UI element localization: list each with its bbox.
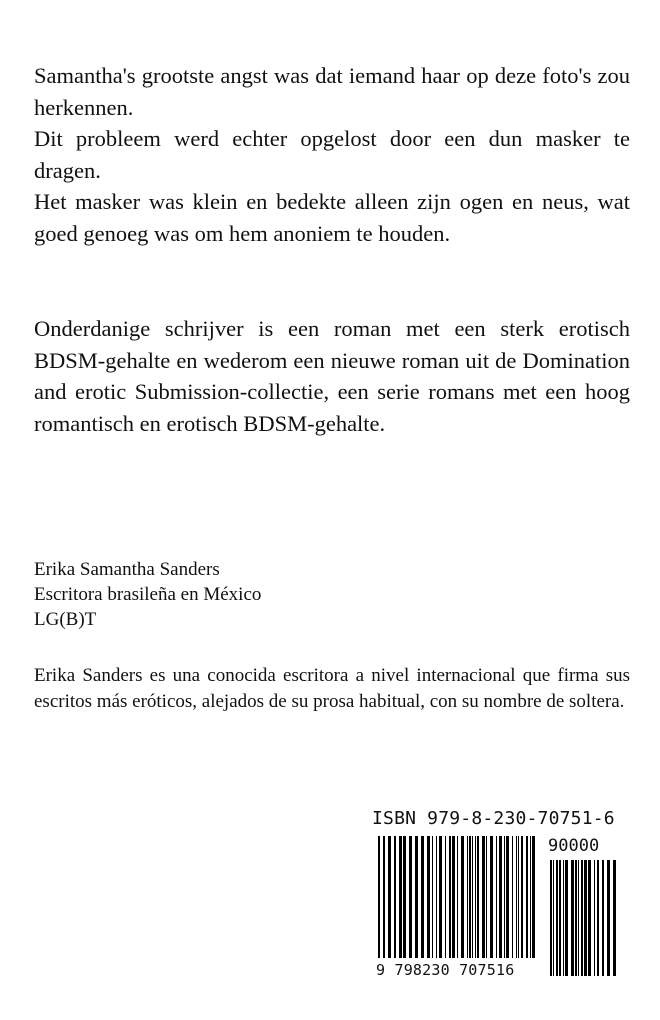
barcode-bar	[584, 860, 587, 976]
description-line-2: Dit probleem werd echter opgelost door een dun masker te dragen.	[34, 126, 630, 183]
description-line-3: Het masker was klein en bedekte alleen zijn ogen en neus, wat goed genoeg was om hem anoniem te houden.	[34, 189, 630, 246]
barcode-digits: 9 798230 707516	[376, 961, 515, 979]
barcode-bar	[556, 860, 558, 976]
author-block	[34, 557, 261, 632]
barcode-bar	[594, 860, 595, 976]
barcode-bar	[602, 860, 604, 976]
barcode-bar	[436, 836, 437, 958]
barcode-bar	[449, 836, 451, 958]
barcode-bar	[378, 836, 380, 958]
author-description: Escritora brasileña en México	[34, 584, 262, 605]
barcode-bar	[421, 836, 424, 958]
description-line-1: Samantha's grootste angst was dat iemand haar op deze foto's zou herkennen.	[34, 63, 630, 120]
barcode-bar	[457, 836, 458, 958]
author-tag: LG(B)T	[34, 609, 97, 630]
barcode-addon-digits: 90000	[548, 836, 600, 856]
barcode-bar	[563, 860, 564, 976]
barcode-bar	[394, 836, 396, 958]
barcode-bar	[452, 836, 455, 958]
barcode-bar	[403, 836, 406, 958]
barcode-bar	[550, 860, 552, 976]
barcode-bar	[504, 836, 505, 958]
barcode-bar	[482, 836, 485, 958]
barcode-bar	[475, 836, 476, 958]
barcode-bar	[496, 836, 497, 958]
barcode-bar	[490, 836, 493, 958]
barcode-bar	[388, 836, 391, 958]
isbn-label: ISBN 979-8-230-70751-6	[372, 808, 615, 829]
barcode-bar	[521, 836, 523, 958]
barcode	[370, 836, 620, 986]
barcode-bar	[530, 836, 531, 958]
barcode-bar	[516, 836, 517, 958]
barcode-bar	[518, 836, 519, 958]
barcode-bar	[532, 836, 535, 958]
barcode-bar	[597, 860, 599, 976]
barcode-bar	[469, 836, 471, 958]
barcode-bar	[581, 860, 583, 976]
description-paragraph-1	[34, 60, 630, 249]
barcode-bar	[565, 860, 568, 976]
barcode-bar	[439, 836, 442, 958]
barcode-bar	[399, 836, 402, 958]
author-name: Erika Samantha Sanders	[34, 559, 220, 580]
barcode-bar	[575, 860, 577, 976]
barcode-bar	[486, 836, 487, 958]
barcode-bar	[409, 836, 412, 958]
barcode-bar	[427, 836, 430, 958]
barcode-bar	[445, 836, 446, 958]
description-paragraph-2: Onderdanige schrijver is een roman met een sterk erotisch BDSM-gehalte en wederom een nieuwe roman uit de Domination and erotic Submission-collectie, een serie romans met een hoog romantisch en erotisch BDSM-gehalte.	[34, 316, 630, 436]
barcode-bar	[472, 836, 473, 958]
barcode-bar	[461, 836, 464, 958]
barcode-bar	[571, 860, 574, 976]
barcode-bar	[499, 836, 502, 958]
barcode-bar	[607, 860, 610, 976]
barcode-bar	[383, 836, 385, 958]
barcode-bar	[415, 836, 418, 958]
barcode-bar	[553, 860, 554, 976]
barcode-bar	[477, 836, 479, 958]
barcode-bar	[588, 860, 591, 976]
author-bio: Erika Sanders es una conocida escritora a nivel internacional que firma sus escritos más eróticos, alejados de su prosa habitual, con su nombre de soltera.	[34, 665, 630, 712]
barcode-bar	[506, 836, 509, 958]
barcode-bar	[578, 860, 579, 976]
barcode-bar	[559, 860, 561, 976]
barcode-bar	[467, 836, 468, 958]
barcode-bar	[432, 836, 433, 958]
barcode-bar	[526, 836, 528, 958]
barcode-bar	[512, 836, 513, 958]
barcode-bar	[613, 860, 616, 976]
